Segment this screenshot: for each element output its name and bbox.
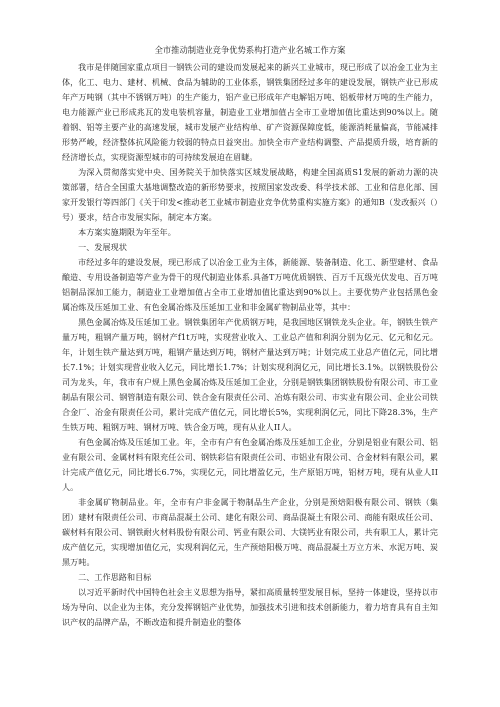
paragraph-goals: 以习近平新时代中国特色社会主义思想为指导，紧扣高质量转型发展目标，坚持一体建设，坚持以市场为导向、以企业为主体，充分发挥钢铝产业优势，加强技术引进和技术创新能力，着力培育具有自主知识产权的品牌产品，不断改造和提升制造业的整体 xyxy=(62,588,438,627)
paragraph-ferrous: 黑色金属冶炼及压延加工业。钢铁集团年产优质钢万吨，是我国地区钢铁龙头企业。年，钢铁生铁产量万吨，粗钢产量万吨，钢材产f1t万吨，实现营业收入、工业总产值和利润分别为亿元、亿元和亿元。年，计划生铁产量达到万吨，粗钢产量达到万吨，钢材产量达到万吨；计划完成工业总产值亿元，同比增长7.1%；计划实现营业收入亿元，同比增长1.7%；计划实现利润亿元，同比增长3.1%。以钢铁股份公司为龙头，年，我市有户规上黑色金属冶炼及压延加工企业，分别是钢铁集团钢铁股份有限公司、市工业制品有限公司、钢管制造有限公司、铁合金有限责任公司、冶炼有限公司、市实业有限公司、企业公司铁合金厂、冶金有限责任公司，累计完成产值亿元，同比增长5%，实现利润亿元，同比下降28.3%，生产生铁万吨、粗钢万吨、钢材万吨、铁合金万吨，现有从业人II人。 xyxy=(62,318,438,432)
paragraph-nonmetal: 非金属矿物制品业。年，全市有户非金属于物制品生产企业，分别是预焙阳极有限公司、钢铁（集团）建材有限责任公司、市商品混凝土公司、建化有限公司、商品混凝土有限公司、商能有限成任公司、碳材料有限公司、钢铁耐火材料股份有限公司、钙业有限公司、大镁钙业有限公司，共有职工人，累计完成产值亿元，实现增加值亿元，实现利润亿元，生产预焙阳极万吨、商品混凝土万立方米、水泥万吨、炭黑万吨。 xyxy=(62,498,438,567)
section-heading-status: 一、发展现状 xyxy=(78,243,127,252)
paragraph-purpose: 为深入贯彻落实党中央、国务院关于加快落实区域发展战略，构建全国高质S1发展的新动力源的决策部署，结合全国重大基地调整改造的新形势要求，按照国家发改委、科学技术部、工业和信息化部、国家开发银行等四部门《关于印发<推动老工业城市制造业竞争优势重构实施方案》的通知B（发改振兴（）号）要求，结合市发展实际，制定本方案。 xyxy=(62,168,438,222)
paragraph-period: 本方案实施期限为年至年。 xyxy=(78,228,176,237)
paragraph-intro: 我市是伴随国家重点项目一钢铁公司的建设而发展起来的新兴工业城市，现已形成了以冶金工业为主体，化工、电力、建材、机械、食品为辅助的工业体系，钢铁集团经过多年的建设发展，钢铁产业已形成年产万吨钢（其中不锈钢万吨）的生产能力，铝产业已形成年产电解铝万吨、铝板带材万吨的生产能力，电力能源产业已形成兆瓦的发电装机容量，制造业工业增加值占全市工业增加值比重达到90%以上。随着钢、铝等主要产业的高速发展，城市发展产业结构单、矿产资源保障度低，能源消耗量偏高，节能减排形势严峻，经济整体抗风险能力较弱的特点日益突出。加快全市产业结构调整、产品提质升级，培育新的经济增长点，实现资源型城市的可持续发展迫在眉睫。 xyxy=(62,63,438,162)
document-title: 全市推动制造业竞争优势系构打造产业名城工作方案 xyxy=(154,45,346,55)
paragraph-status: 市经过多年的建设发展，现已形成了以冶金工业为主体，新能源、装备制造、化工、新型建材、食品酿造、专用设备制造等产业为骨干的现代制造业体系.具备T万吨优质钢铁、百万千瓦级光伏发电、百万吨铝制品深加工能力，制造业工业增加值占全市工业增加值比重达到90%以上。主要优势产业包括黑色金属冶炼及压延加工业、有色金属冶炼及压延加工业和非金属矿物制品业等，其中： xyxy=(62,258,438,312)
paragraph-nonferrous: 有色金属冶炼及压延加工业。年，全市有户有色金属冶炼及压延加工企业，分别是铝业有限公司、铝业有限公司、金属材料有限充任公司、钢铁彩信有限责任公司、市铝业有限公司、合金材料有限公司，累计完成产值亿元，同比增长6.7%，实现亿元，同比增盈亿元，生产原铝万吨，铝材万吨，现有从业人II人。 xyxy=(62,438,438,492)
section-heading-goals: 二、工作思路和目标 xyxy=(78,573,152,582)
